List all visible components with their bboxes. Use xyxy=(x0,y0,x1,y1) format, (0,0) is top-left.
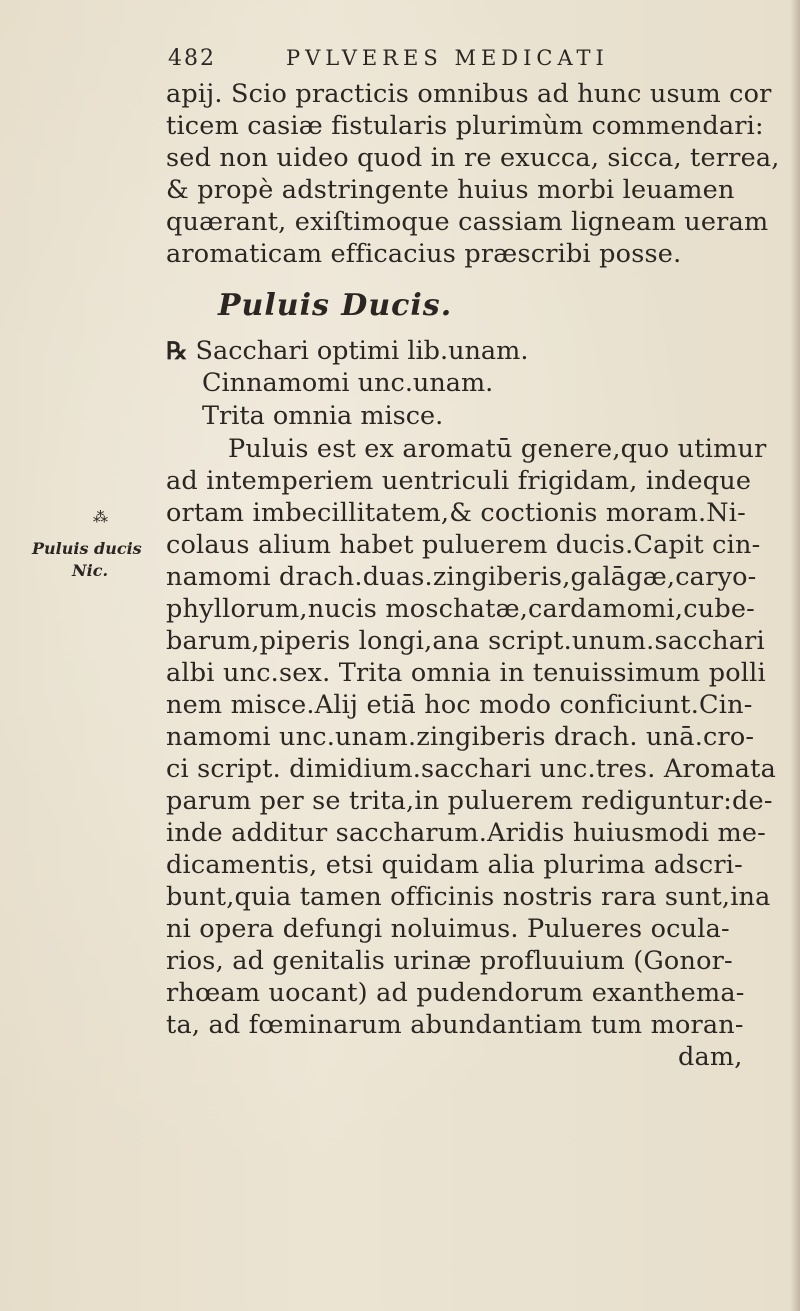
recipe-line: Trita omnia misce. xyxy=(202,401,444,431)
text-line: ni opera defungi noluimus. Pulueres ocula- xyxy=(166,914,730,944)
text-line: sed non uideo quod in re exucca, sicca, terrea, xyxy=(166,143,780,173)
recipe-line: Cinnamomi unc.unam. xyxy=(202,368,494,398)
margin-note xyxy=(32,538,152,582)
text-line: albi unc.sex. Trita omnia in tenuissimum polli xyxy=(166,658,766,688)
text-line: namomi unc.unam.zingiberis drach. unā.cro- xyxy=(166,722,755,752)
text-line: barum,piperis longi,ana script.unum.sacchari xyxy=(166,626,765,656)
text-line: ci script. dimidium.sacchari unc.tres. Aromata xyxy=(166,754,777,784)
text-line: phyllorum,nucis moschatæ,cardamomi,cube- xyxy=(166,594,755,624)
running-title: PVLVERES MEDICATI xyxy=(286,46,609,70)
text-line: rhœam uocant) ad pudendorum exanthema- xyxy=(166,978,745,1008)
text-line: colaus alium habet puluerem ducis.Capit cin- xyxy=(166,530,761,560)
text-line: bunt,quia tamen officinis nostris rara sunt,ina xyxy=(166,882,771,912)
text-line: Puluis est ex aromatū genere,quo utimur xyxy=(228,434,767,464)
margin-note-line: Nic. xyxy=(72,561,109,580)
text-line: dam, xyxy=(678,1042,743,1072)
main-text xyxy=(166,78,780,1073)
text-line: dicamentis, etsi quidam alia plurima adscri- xyxy=(166,850,743,880)
recipe-symbol: ℞ xyxy=(166,336,188,365)
text-line: rios, ad genitalis urinæ profluuium (Gonor- xyxy=(166,946,733,976)
recipe-line xyxy=(166,334,766,367)
margin-mark: ⁂ xyxy=(93,508,108,526)
running-head xyxy=(168,46,708,78)
text-line: ticem casiæ fistularis plurimùm commendari: xyxy=(166,111,764,141)
text-line: nem misce.Alij etiā hoc modo conficiunt.Cin- xyxy=(166,690,753,720)
text-line: apij. Scio practicis omnibus ad hunc usum cor xyxy=(166,79,772,109)
margin-note-line: Puluis ducis xyxy=(32,539,142,558)
text-line: aromaticam efficacius præscribi posse. xyxy=(166,239,682,269)
text-line: inde additur saccharum.Aridis huiusmodi me- xyxy=(166,818,766,848)
section-heading: Puluis Ducis. xyxy=(218,288,453,323)
text-line: & propè adstringente huius morbi leuamen xyxy=(166,175,735,205)
text-line: parum per se trita,in puluerem rediguntur:de- xyxy=(166,786,773,816)
page-number: 482 xyxy=(168,46,216,71)
text-line: ta, ad fœminarum abundantiam tum moran- xyxy=(166,1010,744,1040)
text-line: ortam imbecillitatem,& coctionis moram.Ni- xyxy=(166,498,746,528)
recipe-text: Sacchari optimi lib.unam. xyxy=(195,336,529,366)
text-line: namomi drach.duas.zingiberis,galāgæ,caryo- xyxy=(166,562,757,592)
text-line: ad intemperiem uentriculi frigidam, indeque xyxy=(166,466,752,496)
text-line: quærant, exiſtimoque cassiam ligneam ueram xyxy=(166,207,769,237)
page-edge xyxy=(790,0,800,1311)
